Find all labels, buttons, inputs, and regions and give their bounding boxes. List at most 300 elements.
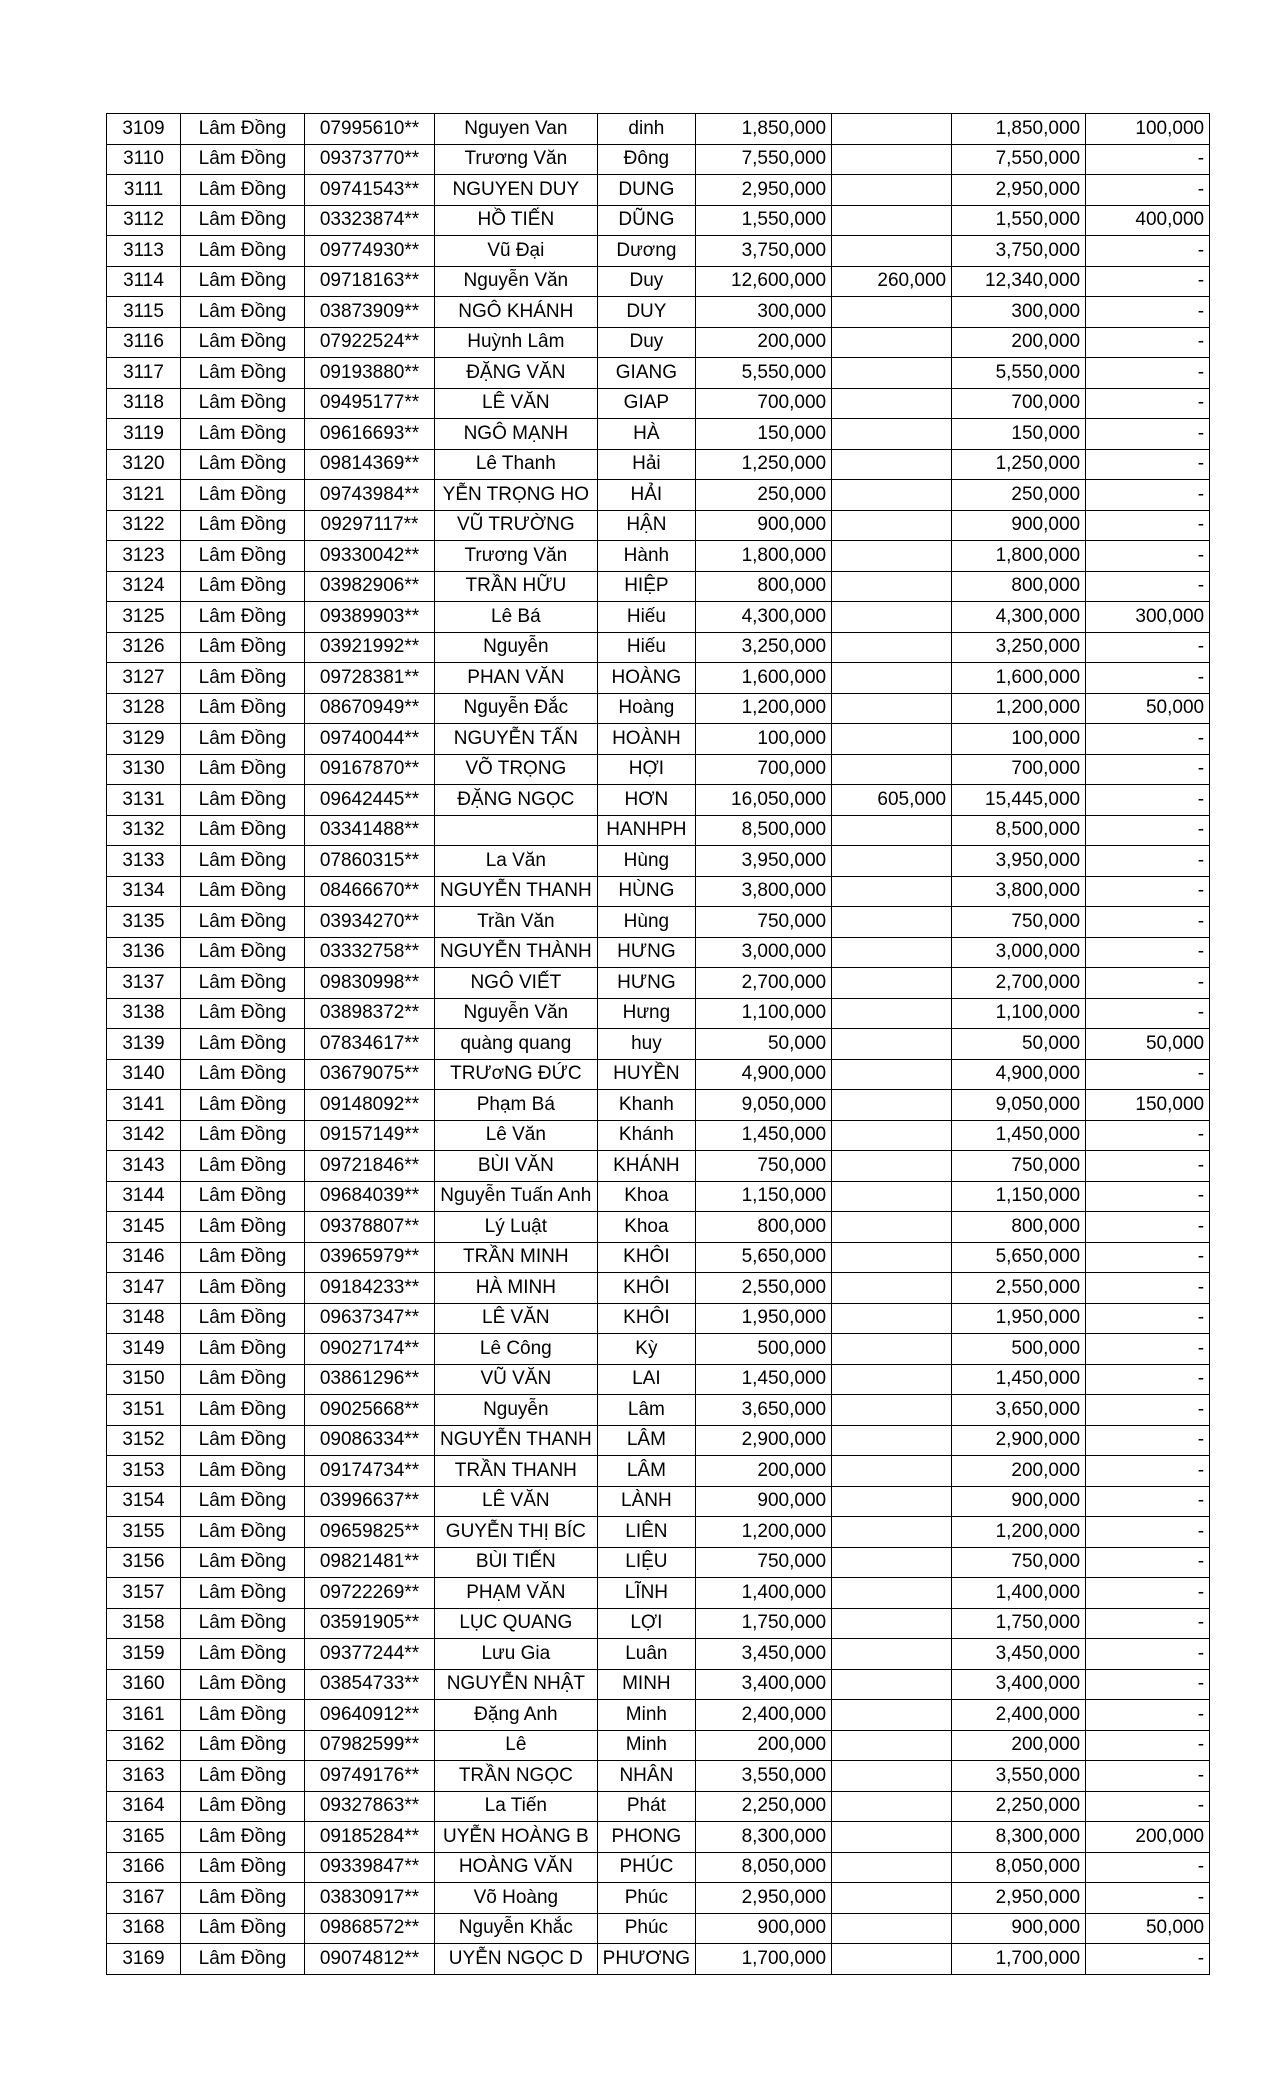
given-name-cell: Hùng (597, 907, 695, 938)
total-amount-cell: 1,100,000 (696, 998, 832, 1029)
province-cell: Lâm Đồng (181, 1120, 305, 1151)
table-row (107, 297, 1210, 328)
net-amount-cell: 1,400,000 (952, 1578, 1086, 1609)
family-name-cell: BÙI VĂN (435, 1151, 598, 1182)
province-cell: Lâm Đồng (181, 876, 305, 907)
row-number-cell: 3110 (107, 144, 181, 175)
total-amount-cell: 100,000 (696, 724, 832, 755)
net-amount-cell: 3,800,000 (952, 876, 1086, 907)
family-name-cell: HÀ MINH (435, 1273, 598, 1304)
deduction-cell (832, 480, 952, 511)
phone-cell: 09722269** (305, 1578, 435, 1609)
bonus-cell: - (1086, 1730, 1210, 1761)
row-number-cell: 3152 (107, 1425, 181, 1456)
province-cell: Lâm Đồng (181, 1303, 305, 1334)
row-number-cell: 3127 (107, 663, 181, 694)
given-name-cell: LÂM (597, 1456, 695, 1487)
row-number-cell: 3140 (107, 1059, 181, 1090)
phone-cell: 07860315** (305, 846, 435, 877)
province-cell: Lâm Đồng (181, 388, 305, 419)
phone-cell: 08670949** (305, 693, 435, 724)
table-row (107, 358, 1210, 389)
given-name-cell: Hành (597, 541, 695, 572)
deduction-cell (832, 1364, 952, 1395)
family-name-cell: Nguyễn (435, 1395, 598, 1426)
row-number-cell: 3119 (107, 419, 181, 450)
row-number-cell: 3146 (107, 1242, 181, 1273)
total-amount-cell: 3,250,000 (696, 632, 832, 663)
family-name-cell: Lý Luật (435, 1212, 598, 1243)
bonus-cell: - (1086, 327, 1210, 358)
bonus-cell: 50,000 (1086, 693, 1210, 724)
row-number-cell: 3111 (107, 175, 181, 206)
province-cell: Lâm Đồng (181, 693, 305, 724)
bonus-cell: - (1086, 1181, 1210, 1212)
table-row (107, 1791, 1210, 1822)
total-amount-cell: 750,000 (696, 1151, 832, 1182)
table-row (107, 1120, 1210, 1151)
phone-cell: 09774930** (305, 236, 435, 267)
family-name-cell: LÊ VĂN (435, 1303, 598, 1334)
table-row (107, 419, 1210, 450)
row-number-cell: 3122 (107, 510, 181, 541)
total-amount-cell: 2,950,000 (696, 1883, 832, 1914)
given-name-cell: LỢI (597, 1608, 695, 1639)
bonus-cell: 100,000 (1086, 114, 1210, 145)
table-row (107, 724, 1210, 755)
phone-cell: 09814369** (305, 449, 435, 480)
net-amount-cell: 12,340,000 (952, 266, 1086, 297)
row-number-cell: 3128 (107, 693, 181, 724)
deduction-cell (832, 1547, 952, 1578)
total-amount-cell: 900,000 (696, 1486, 832, 1517)
family-name-cell: VŨ VĂN (435, 1364, 598, 1395)
total-amount-cell: 2,400,000 (696, 1700, 832, 1731)
phone-cell: 03996637** (305, 1486, 435, 1517)
bonus-cell: - (1086, 1639, 1210, 1670)
given-name-cell: Hải (597, 449, 695, 480)
total-amount-cell: 4,300,000 (696, 602, 832, 633)
family-name-cell: Nguyen Van (435, 114, 598, 145)
row-number-cell: 3117 (107, 358, 181, 389)
table-row (107, 1059, 1210, 1090)
given-name-cell: LÂM (597, 1425, 695, 1456)
deduction-cell (832, 1700, 952, 1731)
table-row (107, 1242, 1210, 1273)
province-cell: Lâm Đồng (181, 1700, 305, 1731)
family-name-cell: Lê Thanh (435, 449, 598, 480)
family-name-cell (435, 815, 598, 846)
province-cell: Lâm Đồng (181, 1608, 305, 1639)
total-amount-cell: 8,050,000 (696, 1852, 832, 1883)
deduction-cell (832, 114, 952, 145)
total-amount-cell: 200,000 (696, 1730, 832, 1761)
deduction-cell (832, 724, 952, 755)
table-row (107, 937, 1210, 968)
phone-cell: 09743984** (305, 480, 435, 511)
family-name-cell: TRẦN HỮU (435, 571, 598, 602)
row-number-cell: 3162 (107, 1730, 181, 1761)
phone-cell: 09741543** (305, 175, 435, 206)
net-amount-cell: 2,900,000 (952, 1425, 1086, 1456)
table-row (107, 449, 1210, 480)
province-cell: Lâm Đồng (181, 1761, 305, 1792)
bonus-cell: 300,000 (1086, 602, 1210, 633)
table-row (107, 998, 1210, 1029)
table-row (107, 1334, 1210, 1365)
row-number-cell: 3137 (107, 968, 181, 999)
total-amount-cell: 1,850,000 (696, 114, 832, 145)
deduction-cell (832, 1608, 952, 1639)
row-number-cell: 3143 (107, 1151, 181, 1182)
province-cell: Lâm Đồng (181, 114, 305, 145)
phone-cell: 09373770** (305, 144, 435, 175)
given-name-cell: HẬN (597, 510, 695, 541)
province-cell: Lâm Đồng (181, 419, 305, 450)
deduction-cell (832, 815, 952, 846)
row-number-cell: 3156 (107, 1547, 181, 1578)
total-amount-cell: 4,900,000 (696, 1059, 832, 1090)
deduction-cell (832, 175, 952, 206)
deduction-cell (832, 632, 952, 663)
deduction-cell (832, 419, 952, 450)
phone-cell: 09616693** (305, 419, 435, 450)
table-row (107, 1425, 1210, 1456)
net-amount-cell: 8,050,000 (952, 1852, 1086, 1883)
row-number-cell: 3125 (107, 602, 181, 633)
total-amount-cell: 1,450,000 (696, 1120, 832, 1151)
phone-cell: 03830917** (305, 1883, 435, 1914)
net-amount-cell: 750,000 (952, 1547, 1086, 1578)
table-row (107, 144, 1210, 175)
total-amount-cell: 2,900,000 (696, 1425, 832, 1456)
total-amount-cell: 1,950,000 (696, 1303, 832, 1334)
total-amount-cell: 750,000 (696, 907, 832, 938)
given-name-cell: PHƯƠNG (597, 1944, 695, 1975)
table-row (107, 1761, 1210, 1792)
phone-cell: 03982906** (305, 571, 435, 602)
bonus-cell: - (1086, 358, 1210, 389)
deduction-cell (832, 144, 952, 175)
given-name-cell: LÀNH (597, 1486, 695, 1517)
total-amount-cell: 1,600,000 (696, 663, 832, 694)
row-number-cell: 3160 (107, 1669, 181, 1700)
given-name-cell: Luân (597, 1639, 695, 1670)
phone-cell: 09167870** (305, 754, 435, 785)
phone-cell: 09297117** (305, 510, 435, 541)
table-row (107, 1578, 1210, 1609)
province-cell: Lâm Đồng (181, 297, 305, 328)
province-cell: Lâm Đồng (181, 571, 305, 602)
bonus-cell: - (1086, 1059, 1210, 1090)
bonus-cell: - (1086, 1608, 1210, 1639)
given-name-cell: Duy (597, 327, 695, 358)
province-cell: Lâm Đồng (181, 1181, 305, 1212)
table-row (107, 1944, 1210, 1975)
total-amount-cell: 16,050,000 (696, 785, 832, 816)
table-row (107, 510, 1210, 541)
given-name-cell: Dương (597, 236, 695, 267)
province-cell: Lâm Đồng (181, 541, 305, 572)
province-cell: Lâm Đồng (181, 1090, 305, 1121)
phone-cell: 08466670** (305, 876, 435, 907)
bonus-cell: - (1086, 1486, 1210, 1517)
net-amount-cell: 3,000,000 (952, 937, 1086, 968)
net-amount-cell: 2,950,000 (952, 175, 1086, 206)
bonus-cell: - (1086, 541, 1210, 572)
table-row (107, 1639, 1210, 1670)
row-number-cell: 3115 (107, 297, 181, 328)
family-name-cell: Trương Văn (435, 541, 598, 572)
deduction-cell (832, 1486, 952, 1517)
total-amount-cell: 900,000 (696, 1913, 832, 1944)
row-number-cell: 3145 (107, 1212, 181, 1243)
given-name-cell: KHÔI (597, 1273, 695, 1304)
deduction-cell (832, 1944, 952, 1975)
bonus-cell: - (1086, 937, 1210, 968)
row-number-cell: 3155 (107, 1517, 181, 1548)
net-amount-cell: 1,600,000 (952, 663, 1086, 694)
given-name-cell: GIANG (597, 358, 695, 389)
given-name-cell: Phúc (597, 1913, 695, 1944)
total-amount-cell: 300,000 (696, 297, 832, 328)
given-name-cell: HƠN (597, 785, 695, 816)
total-amount-cell: 1,150,000 (696, 1181, 832, 1212)
province-cell: Lâm Đồng (181, 1364, 305, 1395)
net-amount-cell: 700,000 (952, 754, 1086, 785)
deduction-cell (832, 1517, 952, 1548)
net-amount-cell: 2,550,000 (952, 1273, 1086, 1304)
phone-cell: 03854733** (305, 1669, 435, 1700)
bonus-cell: - (1086, 1547, 1210, 1578)
province-cell: Lâm Đồng (181, 815, 305, 846)
phone-cell: 03873909** (305, 297, 435, 328)
phone-cell: 09640912** (305, 1700, 435, 1731)
family-name-cell: NGUYỄN THANH (435, 876, 598, 907)
net-amount-cell: 2,400,000 (952, 1700, 1086, 1731)
given-name-cell: KHÁNH (597, 1151, 695, 1182)
family-name-cell: YỄN TRỌNG HO (435, 480, 598, 511)
row-number-cell: 3159 (107, 1639, 181, 1670)
row-number-cell: 3116 (107, 327, 181, 358)
row-number-cell: 3144 (107, 1181, 181, 1212)
net-amount-cell: 800,000 (952, 1212, 1086, 1243)
bonus-cell: - (1086, 1151, 1210, 1182)
bonus-cell: - (1086, 968, 1210, 999)
row-number-cell: 3157 (107, 1578, 181, 1609)
total-amount-cell: 1,250,000 (696, 449, 832, 480)
family-name-cell: Lê (435, 1730, 598, 1761)
province-cell: Lâm Đồng (181, 1822, 305, 1853)
bonus-cell: - (1086, 297, 1210, 328)
given-name-cell: Hùng (597, 846, 695, 877)
row-number-cell: 3168 (107, 1913, 181, 1944)
row-number-cell: 3139 (107, 1029, 181, 1060)
phone-cell: 09185284** (305, 1822, 435, 1853)
given-name-cell: Khoa (597, 1181, 695, 1212)
province-cell: Lâm Đồng (181, 205, 305, 236)
given-name-cell: MINH (597, 1669, 695, 1700)
province-cell: Lâm Đồng (181, 632, 305, 663)
row-number-cell: 3165 (107, 1822, 181, 1853)
phone-cell: 09148092** (305, 1090, 435, 1121)
net-amount-cell: 900,000 (952, 510, 1086, 541)
net-amount-cell: 5,550,000 (952, 358, 1086, 389)
province-cell: Lâm Đồng (181, 1913, 305, 1944)
family-name-cell: Nguyễn Đắc (435, 693, 598, 724)
province-cell: Lâm Đồng (181, 480, 305, 511)
family-name-cell: LỤC QUANG (435, 1608, 598, 1639)
total-amount-cell: 1,400,000 (696, 1578, 832, 1609)
bonus-cell: - (1086, 846, 1210, 877)
phone-cell: 09027174** (305, 1334, 435, 1365)
family-name-cell: TRẦN MINH (435, 1242, 598, 1273)
total-amount-cell: 200,000 (696, 327, 832, 358)
given-name-cell: Hiếu (597, 632, 695, 663)
bonus-cell: - (1086, 1852, 1210, 1883)
province-cell: Lâm Đồng (181, 1273, 305, 1304)
table-row (107, 1852, 1210, 1883)
row-number-cell: 3134 (107, 876, 181, 907)
phone-cell: 03934270** (305, 907, 435, 938)
net-amount-cell: 700,000 (952, 388, 1086, 419)
family-name-cell: Nguyễn Khắc (435, 1913, 598, 1944)
bonus-cell: - (1086, 1334, 1210, 1365)
bonus-cell: - (1086, 1364, 1210, 1395)
phone-cell: 03323874** (305, 205, 435, 236)
bonus-cell: - (1086, 1273, 1210, 1304)
net-amount-cell: 300,000 (952, 297, 1086, 328)
row-number-cell: 3123 (107, 541, 181, 572)
table-row (107, 1883, 1210, 1914)
phone-cell: 09637347** (305, 1303, 435, 1334)
total-amount-cell: 3,000,000 (696, 937, 832, 968)
total-amount-cell: 1,800,000 (696, 541, 832, 572)
net-amount-cell: 2,700,000 (952, 968, 1086, 999)
net-amount-cell: 200,000 (952, 327, 1086, 358)
deduction-cell (832, 1730, 952, 1761)
net-amount-cell: 8,500,000 (952, 815, 1086, 846)
bonus-cell: - (1086, 724, 1210, 755)
row-number-cell: 3135 (107, 907, 181, 938)
row-number-cell: 3121 (107, 480, 181, 511)
row-number-cell: 3142 (107, 1120, 181, 1151)
bonus-cell: - (1086, 1425, 1210, 1456)
family-name-cell: Đặng Anh (435, 1700, 598, 1731)
bonus-cell: - (1086, 1395, 1210, 1426)
deduction-cell (832, 1639, 952, 1670)
province-cell: Lâm Đồng (181, 663, 305, 694)
table-row (107, 876, 1210, 907)
net-amount-cell: 5,650,000 (952, 1242, 1086, 1273)
deduction-cell (832, 1883, 952, 1914)
deduction-cell (832, 1059, 952, 1090)
deduction-cell (832, 876, 952, 907)
given-name-cell: KHÔI (597, 1242, 695, 1273)
phone-cell: 09684039** (305, 1181, 435, 1212)
family-name-cell: UYỄN HOÀNG B (435, 1822, 598, 1853)
province-cell: Lâm Đồng (181, 144, 305, 175)
given-name-cell: NHÂN (597, 1761, 695, 1792)
deduction-cell (832, 937, 952, 968)
bonus-cell: - (1086, 1761, 1210, 1792)
deduction-cell (832, 1852, 952, 1883)
net-amount-cell: 1,150,000 (952, 1181, 1086, 1212)
row-number-cell: 3163 (107, 1761, 181, 1792)
family-name-cell: NGÔ VIẾT (435, 968, 598, 999)
deduction-cell (832, 541, 952, 572)
province-cell: Lâm Đồng (181, 785, 305, 816)
bonus-cell: - (1086, 876, 1210, 907)
given-name-cell: HƯNG (597, 937, 695, 968)
net-amount-cell: 1,700,000 (952, 1944, 1086, 1975)
given-name-cell: Minh (597, 1730, 695, 1761)
row-number-cell: 3136 (107, 937, 181, 968)
row-number-cell: 3147 (107, 1273, 181, 1304)
net-amount-cell: 1,550,000 (952, 205, 1086, 236)
given-name-cell: LIÊN (597, 1517, 695, 1548)
total-amount-cell: 700,000 (696, 754, 832, 785)
given-name-cell: huy (597, 1029, 695, 1060)
family-name-cell: LÊ VĂN (435, 1486, 598, 1517)
table-row (107, 541, 1210, 572)
net-amount-cell: 250,000 (952, 480, 1086, 511)
deduction-cell (832, 388, 952, 419)
given-name-cell: GIAP (597, 388, 695, 419)
phone-cell: 03921992** (305, 632, 435, 663)
bonus-cell: - (1086, 1791, 1210, 1822)
phone-cell: 09718163** (305, 266, 435, 297)
family-name-cell: VÕ TRỌNG (435, 754, 598, 785)
row-number-cell: 3138 (107, 998, 181, 1029)
row-number-cell: 3130 (107, 754, 181, 785)
deduction-cell (832, 907, 952, 938)
deduction-cell (832, 846, 952, 877)
given-name-cell: HƯNG (597, 968, 695, 999)
bonus-cell: - (1086, 144, 1210, 175)
phone-cell: 09339847** (305, 1852, 435, 1883)
phone-cell: 09327863** (305, 1791, 435, 1822)
table-row (107, 388, 1210, 419)
family-name-cell: PHẠM VĂN (435, 1578, 598, 1609)
bonus-cell: - (1086, 236, 1210, 267)
net-amount-cell: 4,900,000 (952, 1059, 1086, 1090)
bonus-cell: - (1086, 266, 1210, 297)
family-name-cell: Phạm Bá (435, 1090, 598, 1121)
table-row (107, 846, 1210, 877)
total-amount-cell: 3,750,000 (696, 236, 832, 267)
net-amount-cell: 1,950,000 (952, 1303, 1086, 1334)
deduction-cell: 260,000 (832, 266, 952, 297)
net-amount-cell: 750,000 (952, 1151, 1086, 1182)
bonus-cell: - (1086, 998, 1210, 1029)
given-name-cell: HẢI (597, 480, 695, 511)
bonus-cell: - (1086, 1700, 1210, 1731)
given-name-cell: PHONG (597, 1822, 695, 1853)
given-name-cell: DUY (597, 297, 695, 328)
row-number-cell: 3109 (107, 114, 181, 145)
bonus-cell: - (1086, 1517, 1210, 1548)
phone-cell: 09495177** (305, 388, 435, 419)
total-amount-cell: 50,000 (696, 1029, 832, 1060)
net-amount-cell: 1,850,000 (952, 114, 1086, 145)
given-name-cell: HIỆP (597, 571, 695, 602)
total-amount-cell: 3,450,000 (696, 1639, 832, 1670)
deduction-cell (832, 1303, 952, 1334)
deduction-cell (832, 693, 952, 724)
deduction-cell (832, 236, 952, 267)
total-amount-cell: 1,550,000 (696, 205, 832, 236)
